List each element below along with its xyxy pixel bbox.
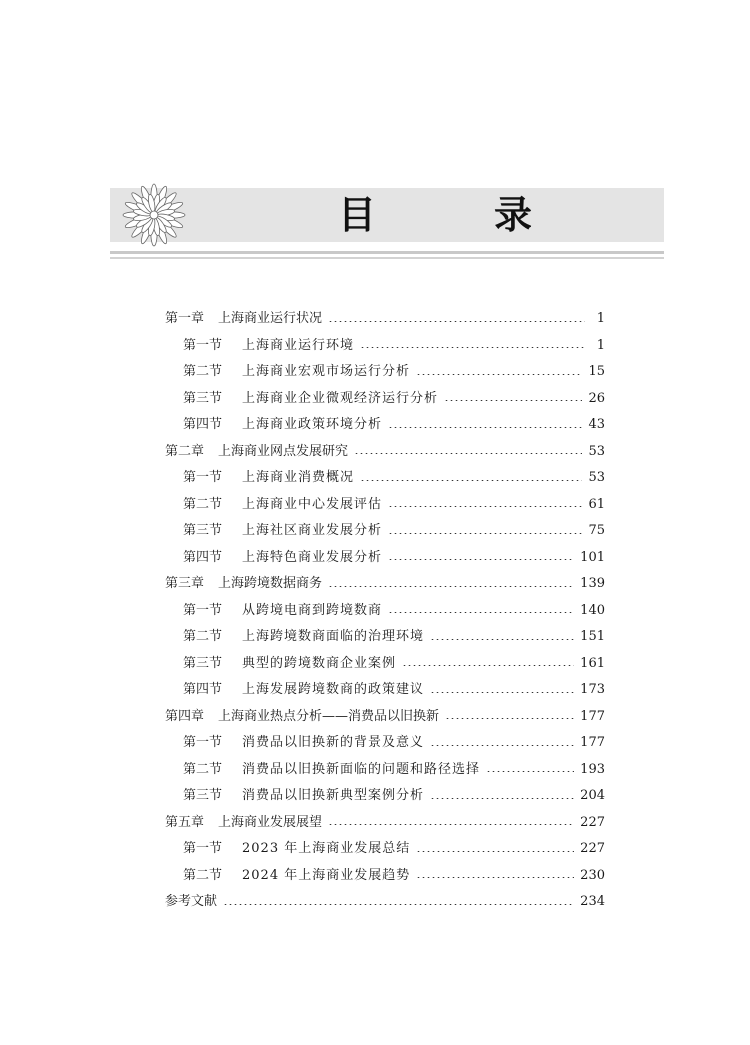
toc-entry-title: 上海商业发展展望 bbox=[218, 814, 323, 830]
toc-entry-number: 第三节 bbox=[183, 788, 223, 803]
dot-leader bbox=[328, 321, 585, 322]
banner-rule-bottom bbox=[110, 257, 664, 259]
toc-entry-title: 上海商业消费概况 bbox=[242, 470, 355, 485]
toc-page-number: 26 bbox=[588, 390, 605, 406]
dot-leader bbox=[402, 665, 574, 666]
toc-page-number: 227 bbox=[580, 841, 605, 856]
toc-entry-title: 上海商业运行状况 bbox=[218, 311, 323, 326]
banner-rule-top bbox=[110, 251, 664, 254]
toc-section-entry[interactable] bbox=[165, 757, 605, 784]
toc-page-number: 227 bbox=[580, 814, 605, 830]
toc-entry-title: 上海商业宏观市场运行分析 bbox=[242, 364, 411, 379]
toc-page-number: 101 bbox=[580, 549, 605, 565]
toc-entry-title: 上海商业运行环境 bbox=[242, 337, 355, 353]
toc-section-entry[interactable] bbox=[165, 598, 605, 625]
toc-entry-number: 第四节 bbox=[183, 549, 223, 565]
dot-leader bbox=[430, 745, 574, 746]
toc-chapter-entry[interactable] bbox=[165, 889, 605, 916]
dot-leader bbox=[354, 453, 582, 454]
toc-entry-title: 上海商业中心发展评估 bbox=[242, 496, 383, 512]
toc-entry-number: 第三节 bbox=[183, 390, 223, 406]
toc-page-number: 234 bbox=[580, 894, 605, 909]
dot-leader bbox=[430, 798, 574, 799]
toc-page-number: 75 bbox=[588, 523, 605, 538]
toc-entry-number: 第三章 bbox=[165, 576, 205, 591]
toc-entry-number: 第二节 bbox=[183, 364, 223, 379]
toc-entry-title: 参考文献 bbox=[165, 894, 218, 909]
dot-leader bbox=[328, 586, 574, 587]
dot-leader bbox=[444, 400, 582, 401]
toc-chapter-entry[interactable] bbox=[165, 810, 605, 837]
toc-entry-number: 第二节 bbox=[183, 629, 223, 644]
toc-page-number: 173 bbox=[580, 682, 605, 697]
toc-page-number: 177 bbox=[580, 735, 605, 750]
toc-entry-title: 上海商业企业微观经济运行分析 bbox=[242, 390, 439, 406]
toc-entry-title: 上海商业热点分析——消费品以旧换新 bbox=[218, 708, 440, 724]
toc-page-number: 139 bbox=[580, 576, 605, 591]
toc-entry-number: 第三节 bbox=[183, 523, 223, 538]
toc-entry-number: 第三节 bbox=[183, 655, 223, 671]
toc-entry-title: 上海商业网点发展研究 bbox=[218, 443, 349, 459]
dot-leader bbox=[328, 824, 574, 825]
toc-chapter-entry[interactable] bbox=[165, 704, 605, 731]
toc-page-number: 61 bbox=[588, 496, 605, 512]
toc-section-entry[interactable] bbox=[165, 783, 605, 810]
toc-page-number: 1 bbox=[596, 337, 605, 353]
toc-entry-number: 第四节 bbox=[183, 417, 223, 432]
dot-leader bbox=[430, 692, 574, 693]
dot-leader bbox=[360, 347, 585, 348]
toc-page-number: 43 bbox=[588, 417, 605, 432]
toc-entry-number: 第二章 bbox=[165, 443, 205, 459]
toc-entry-number: 第一节 bbox=[183, 470, 223, 485]
toc-entry-title: 上海特色商业发展分析 bbox=[242, 549, 383, 565]
toc-entry-title: 典型的跨境数商企业案例 bbox=[242, 655, 397, 671]
toc-page-number: 193 bbox=[580, 761, 605, 777]
toc-entry-number: 第一节 bbox=[183, 735, 223, 750]
dot-leader bbox=[416, 851, 574, 852]
toc-section-entry[interactable] bbox=[165, 545, 605, 572]
dot-leader bbox=[445, 718, 574, 719]
dot-leader bbox=[388, 506, 582, 507]
toc-section-entry[interactable] bbox=[165, 677, 605, 704]
toc-entry-title: 上海社区商业发展分析 bbox=[242, 523, 383, 538]
toc-page-number: 140 bbox=[580, 602, 605, 618]
toc-section-entry[interactable] bbox=[165, 651, 605, 678]
toc-entry-title: 2023 年上海商业发展总结 bbox=[242, 841, 411, 856]
toc-page-number: 151 bbox=[580, 629, 605, 644]
toc-entry-number: 第一节 bbox=[183, 602, 223, 618]
toc-chapter-entry[interactable] bbox=[165, 439, 605, 466]
dot-leader bbox=[388, 427, 582, 428]
toc-section-entry[interactable] bbox=[165, 412, 605, 439]
toc-entry-title: 从跨境电商到跨境数商 bbox=[242, 602, 383, 618]
toc-page-number: 1 bbox=[596, 311, 605, 326]
chrysanthemum-ornament-icon bbox=[122, 183, 186, 247]
toc-entry-number: 第四章 bbox=[165, 708, 205, 724]
toc-page-number: 53 bbox=[588, 443, 605, 459]
toc-entry-number: 第一章 bbox=[165, 311, 205, 326]
dot-leader bbox=[416, 877, 574, 878]
toc-entry-title: 2024 年上海商业发展趋势 bbox=[242, 867, 411, 883]
toc-entry-number: 第二节 bbox=[183, 867, 223, 883]
toc-entry-title: 上海跨境数商面临的治理环境 bbox=[242, 629, 425, 644]
toc-entry-number: 第二节 bbox=[183, 761, 223, 777]
toc-page-number: 161 bbox=[580, 655, 605, 671]
dot-leader bbox=[223, 904, 574, 905]
toc-page-number: 204 bbox=[580, 788, 605, 803]
toc-section-entry[interactable] bbox=[165, 730, 605, 757]
toc-entry-number: 第四节 bbox=[183, 682, 223, 697]
toc-entry-number: 第一节 bbox=[183, 841, 223, 856]
page-title: 目 录 bbox=[337, 192, 572, 237]
toc-page-number: 53 bbox=[588, 470, 605, 485]
toc-entry-number: 第五章 bbox=[165, 814, 205, 830]
toc-entry-title: 消费品以旧换新典型案例分析 bbox=[242, 788, 425, 803]
dot-leader bbox=[360, 480, 582, 481]
dot-leader bbox=[486, 771, 574, 772]
toc-section-entry[interactable] bbox=[165, 333, 605, 360]
toc-section-entry[interactable] bbox=[165, 518, 605, 545]
toc-section-entry[interactable] bbox=[165, 836, 605, 863]
toc-section-entry[interactable] bbox=[165, 863, 605, 890]
toc-section-entry[interactable] bbox=[165, 359, 605, 386]
toc-chapter-entry[interactable] bbox=[165, 306, 605, 333]
toc-section-entry[interactable] bbox=[165, 465, 605, 492]
toc-section-entry[interactable] bbox=[165, 624, 605, 651]
table-of-contents bbox=[165, 306, 605, 916]
toc-chapter-entry[interactable] bbox=[165, 571, 605, 598]
toc-section-entry[interactable] bbox=[165, 492, 605, 519]
toc-page-number: 177 bbox=[580, 708, 605, 724]
toc-page-number: 230 bbox=[580, 867, 605, 883]
toc-entry-title: 上海跨境数据商务 bbox=[218, 576, 323, 591]
toc-entry-number: 第一节 bbox=[183, 337, 223, 353]
toc-entry-number: 第二节 bbox=[183, 496, 223, 512]
toc-entry-title: 上海商业政策环境分析 bbox=[242, 417, 383, 432]
dot-leader bbox=[388, 612, 574, 613]
toc-entry-title: 上海发展跨境数商的政策建议 bbox=[242, 682, 425, 697]
dot-leader bbox=[430, 639, 574, 640]
toc-entry-title: 消费品以旧换新的背景及意义 bbox=[242, 735, 425, 750]
dot-leader bbox=[388, 533, 582, 534]
dot-leader bbox=[416, 374, 582, 375]
dot-leader bbox=[388, 559, 574, 560]
toc-entry-title: 消费品以旧换新面临的问题和路径选择 bbox=[242, 761, 481, 777]
toc-page-number: 15 bbox=[588, 364, 605, 379]
toc-section-entry[interactable] bbox=[165, 386, 605, 413]
